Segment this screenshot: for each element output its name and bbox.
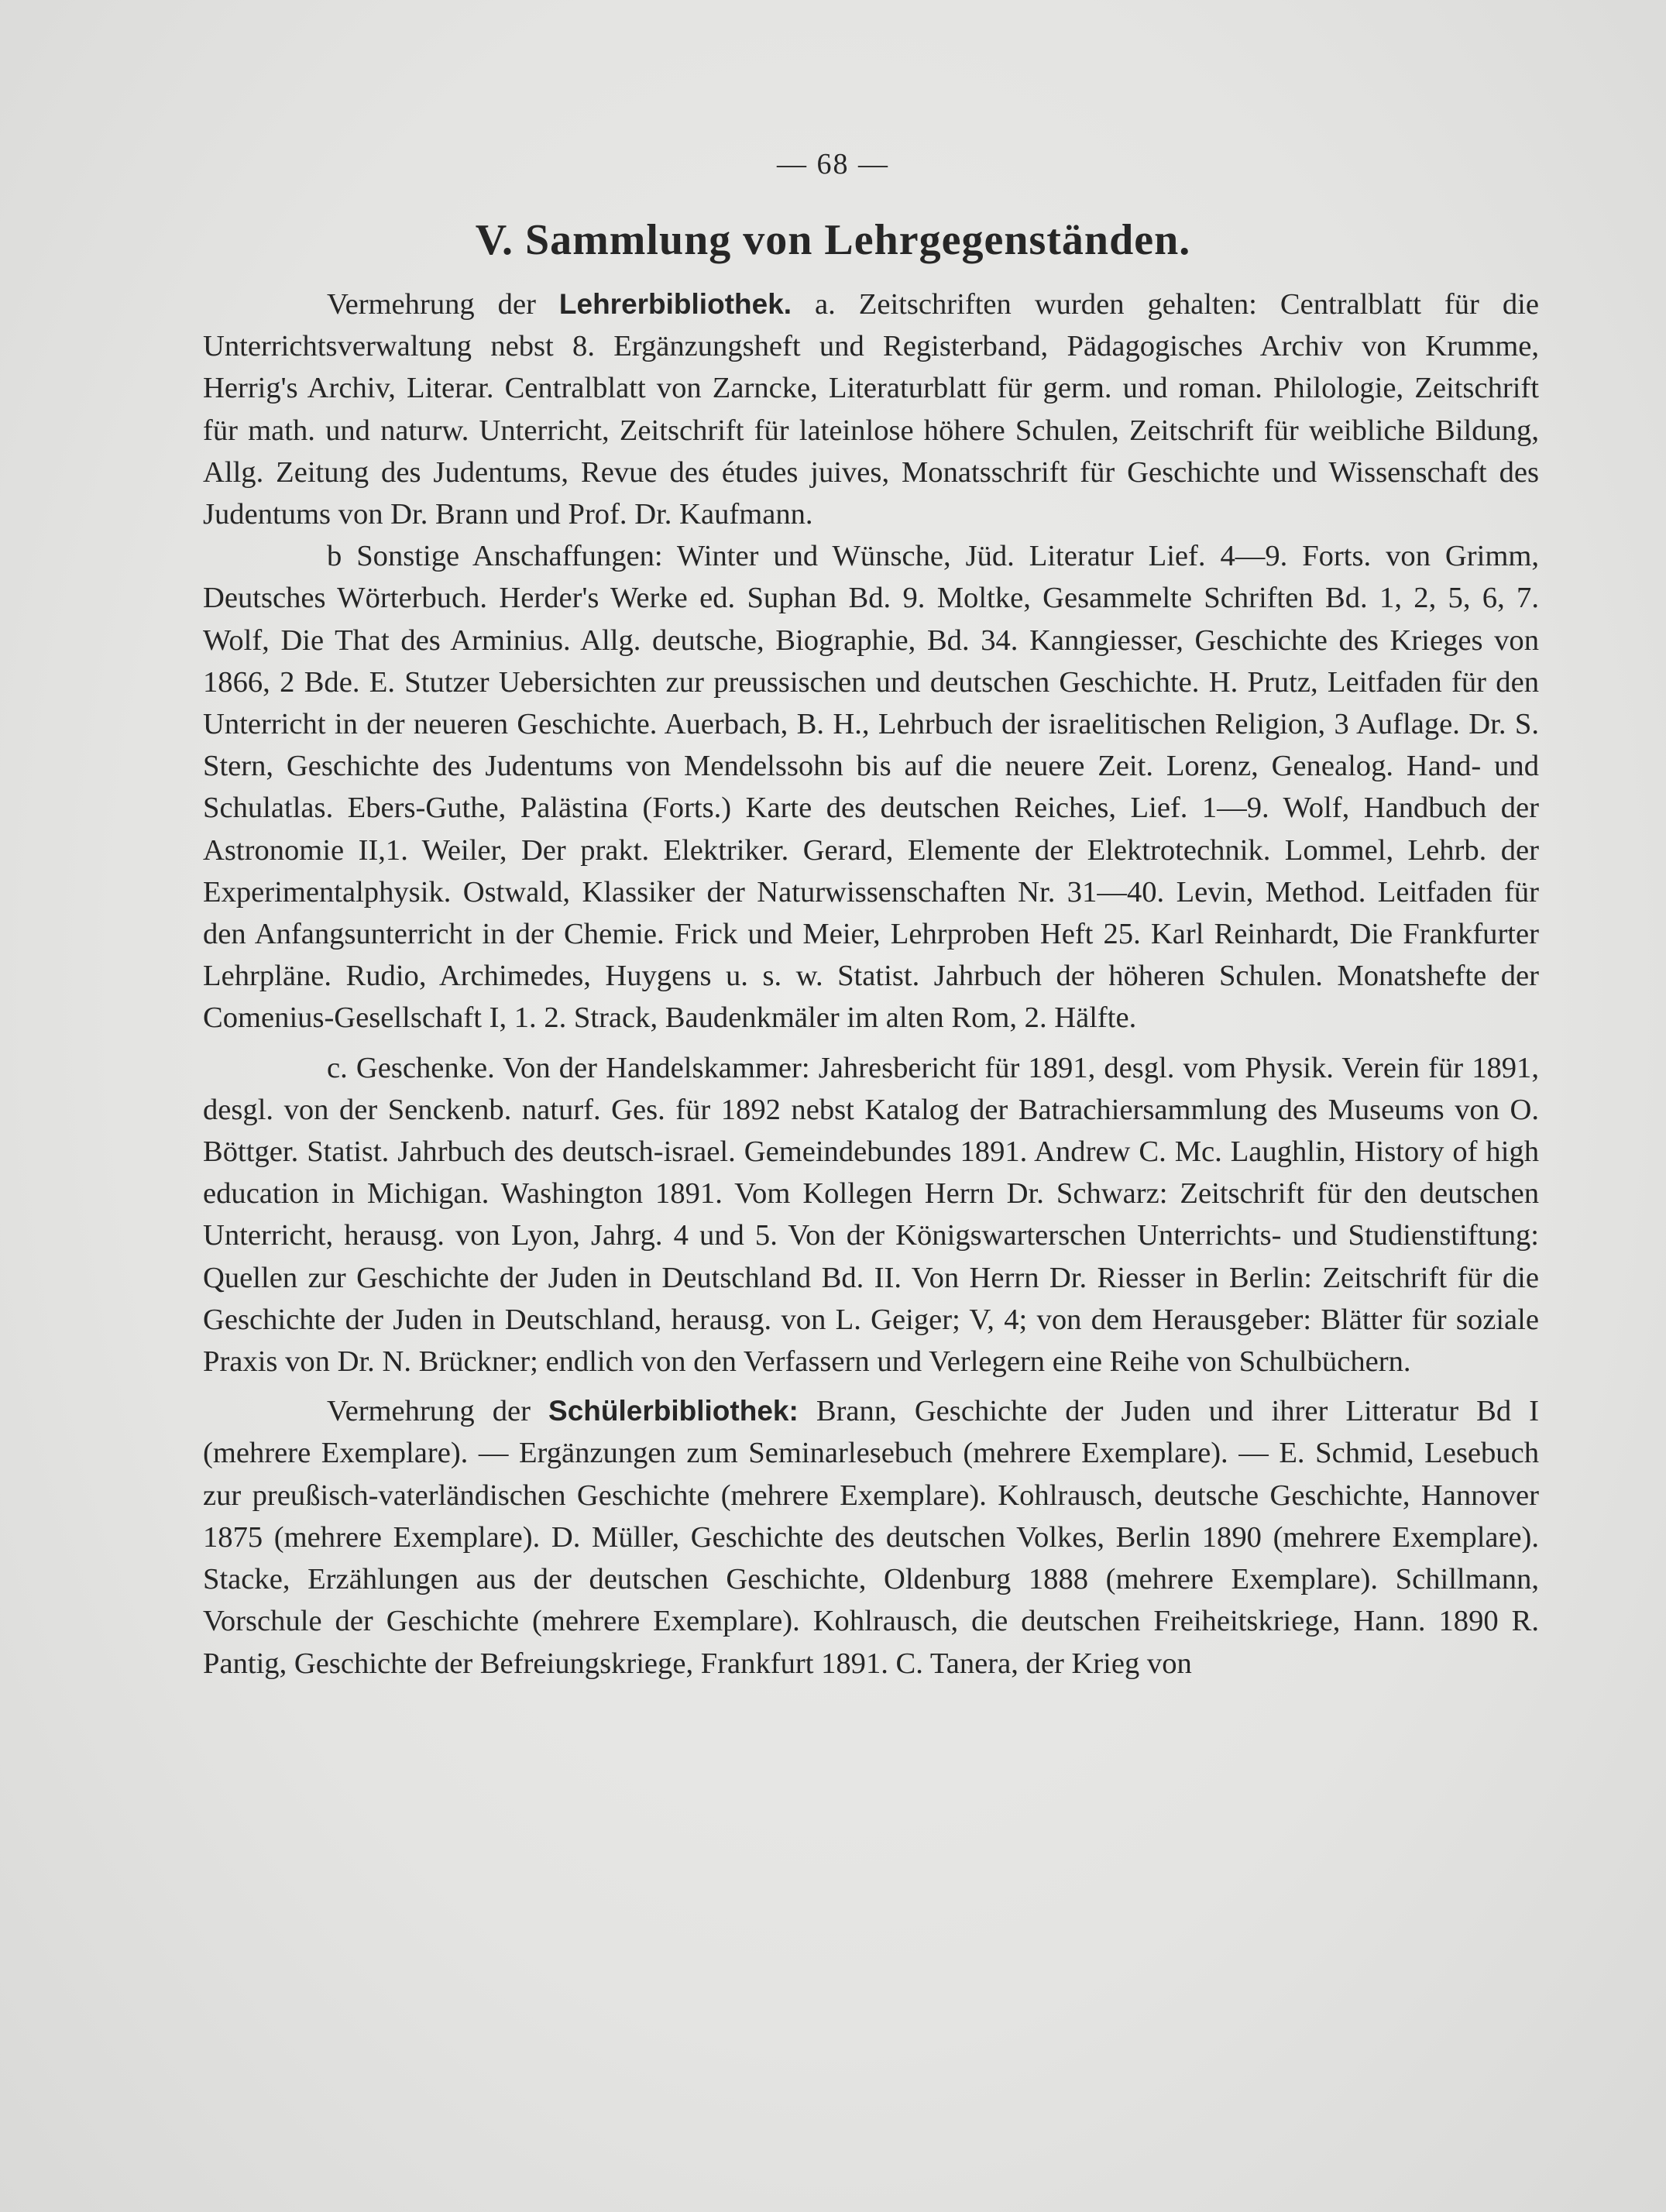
paragraph-schueler-text: Brann, Geschichte der Juden und ihrer Litteratur Bd I (mehrere Exemplare). — Ergänzungen zum Seminarlesebuch (mehrere Exemplare). — E. Schmid, Lesebuch zur preußisch-vaterländischen Geschichte (mehrere Exemplare). Kohlrausch, deutsche Geschichte, Hannover 1875 (mehrere Exemplare). D. Müller, Geschichte des deutschen Volkes, Berlin 1890 (mehrere Exemplare). Stacke, Erzählungen aus der deutschen Geschichte, Oldenburg 1888 (mehrere Exemplare). Schillmann, Vorschule der Geschichte (mehrere Exemplare). Kohlrausch, die deutschen Freiheitskriege, Hann. 1890 R. Pantig, Geschichte der Befreiungskriege, Frankfurt 1891. C. Tanera, der Krieg von xyxy=(203,1395,1540,1680)
paragraph-lehrerbibliothek-b: b Sonstige Anschaffungen: Winter und Wünsche, Jüd. Literatur Lief. 4—9. Forts. von Grimm, Deutsches Wörterbuch. Herder's Werke ed. Suphan Bd. 9. Moltke, Gesammelte Schriften Bd. 1, 2, 5, 6, 7. Wolf, Die That des Arminius. Allg. deutsche, Biographie, Bd. 34. Kanngiesser, Geschichte des Krieges von 1866, 2 Bde. E. Stutzer Uebersichten zur preussischen und deutschen Geschichte. H. Prutz, Leitfaden für den Unterricht in der neueren Geschichte. Auerbach, B. H., Lehrbuch der israelitischen Religion, 3 Auflage. Dr. S. Stern, Geschichte des Judentums von Mendelssohn bis auf die neuere Zeit. Lorenz, Genealog. Hand- und Schulatlas. Ebers-Guthe, Palästina (Forts.) Karte des deutschen Reiches, Lief. 1—9. Wolf, Handbuch der Astronomie II,1. Weiler, Der prakt. Elektriker. Gerard, Elemente der Elektrotechnik. Lommel, Lehrb. der Experimentalphysik. Ostwald, Klassiker der Naturwissenschaften Nr. 31—40. Levin, Method. Leitfaden für den Anfangsunterricht in der Chemie. Frick und Meier, Lehrproben Heft 25. Karl Reinhardt, Die Frankfurter Lehrpläne. Rudio, Archimedes, Huygens u. s. w. Statist. Jahrbuch der höheren Schulen. Monatshefte der Comenius-Gesellschaft I, 1. 2. Strack, Baudenkmäler im alten Rom, 2. Hälfte. xyxy=(203,540,1539,1035)
intro-text: Vermehrung der xyxy=(327,1395,549,1428)
paragraph-schuelerbibliothek xyxy=(203,1390,1539,1684)
paragraph-a-text: a. Zeitschriften wurden gehalten: Centralblatt für die Unterrichtsverwaltung nebst 8. Ergänzungsheft und Registerband, Pädagogisches Archiv von Krumme, Herrig's Archiv, Literar. Centralblatt von Zarncke, Literaturblatt für germ. und roman. Philologie, Zeitschrift für math. und naturw. Unterricht, Zeitschrift für lateinlose höhere Schulen, Zeitschrift für weibliche Bildung, Allg. Zeitung des Judentums, Revue des études juives, Monatsschrift für Geschichte und Wissenschaft des Judentums von Dr. Brann und Prof. Dr. Kaufmann. xyxy=(203,288,1540,531)
body-text xyxy=(203,283,1539,1685)
intro-text: Vermehrung der xyxy=(327,288,559,321)
section-title: V. Sammlung von Lehrgegenständen. xyxy=(475,216,1191,264)
term-lehrerbibliothek: Lehrerbibliothek. xyxy=(558,288,792,320)
term-schuelerbibliothek: Schülerbibliothek: xyxy=(548,1395,799,1427)
paragraph-lehrerbibliothek-c: c. Geschenke. Von der Handelskammer: Jahresbericht für 1891, desgl. vom Physik. Verein für 1891, desgl. von der Senckenb. naturf. Ges. für 1892 nebst Katalog der Batrachiersammlung des Museums von O. Böttger. Statist. Jahrbuch des deutsch-israel. Gemeindebundes 1891. Andrew C. Mc. Laughlin, History of high education in Michigan. Washington 1891. Vom Kollegen Herrn Dr. Schwarz: Zeitschrift für den deutschen Unterricht, herausg. von Lyon, Jahrg. 4 und 5. Von der Königswarterschen Unterrichts- und Studienstiftung: Quellen zur Geschichte der Juden in Deutschland Bd. II. Von Herrn Dr. Riesser in Berlin: Zeitschrift für die Geschichte der Juden in Deutschland, herausg. von L. Geiger; V, 4; von dem Herausgeber: Blätter für soziale Praxis von Dr. N. Brückner; endlich von den Verfassern und Verlegern eine Reihe von Schulbüchern. xyxy=(203,1051,1539,1379)
paragraph-lehrerbibliothek-a xyxy=(203,283,1539,535)
page-number: — 68 — xyxy=(777,148,889,180)
